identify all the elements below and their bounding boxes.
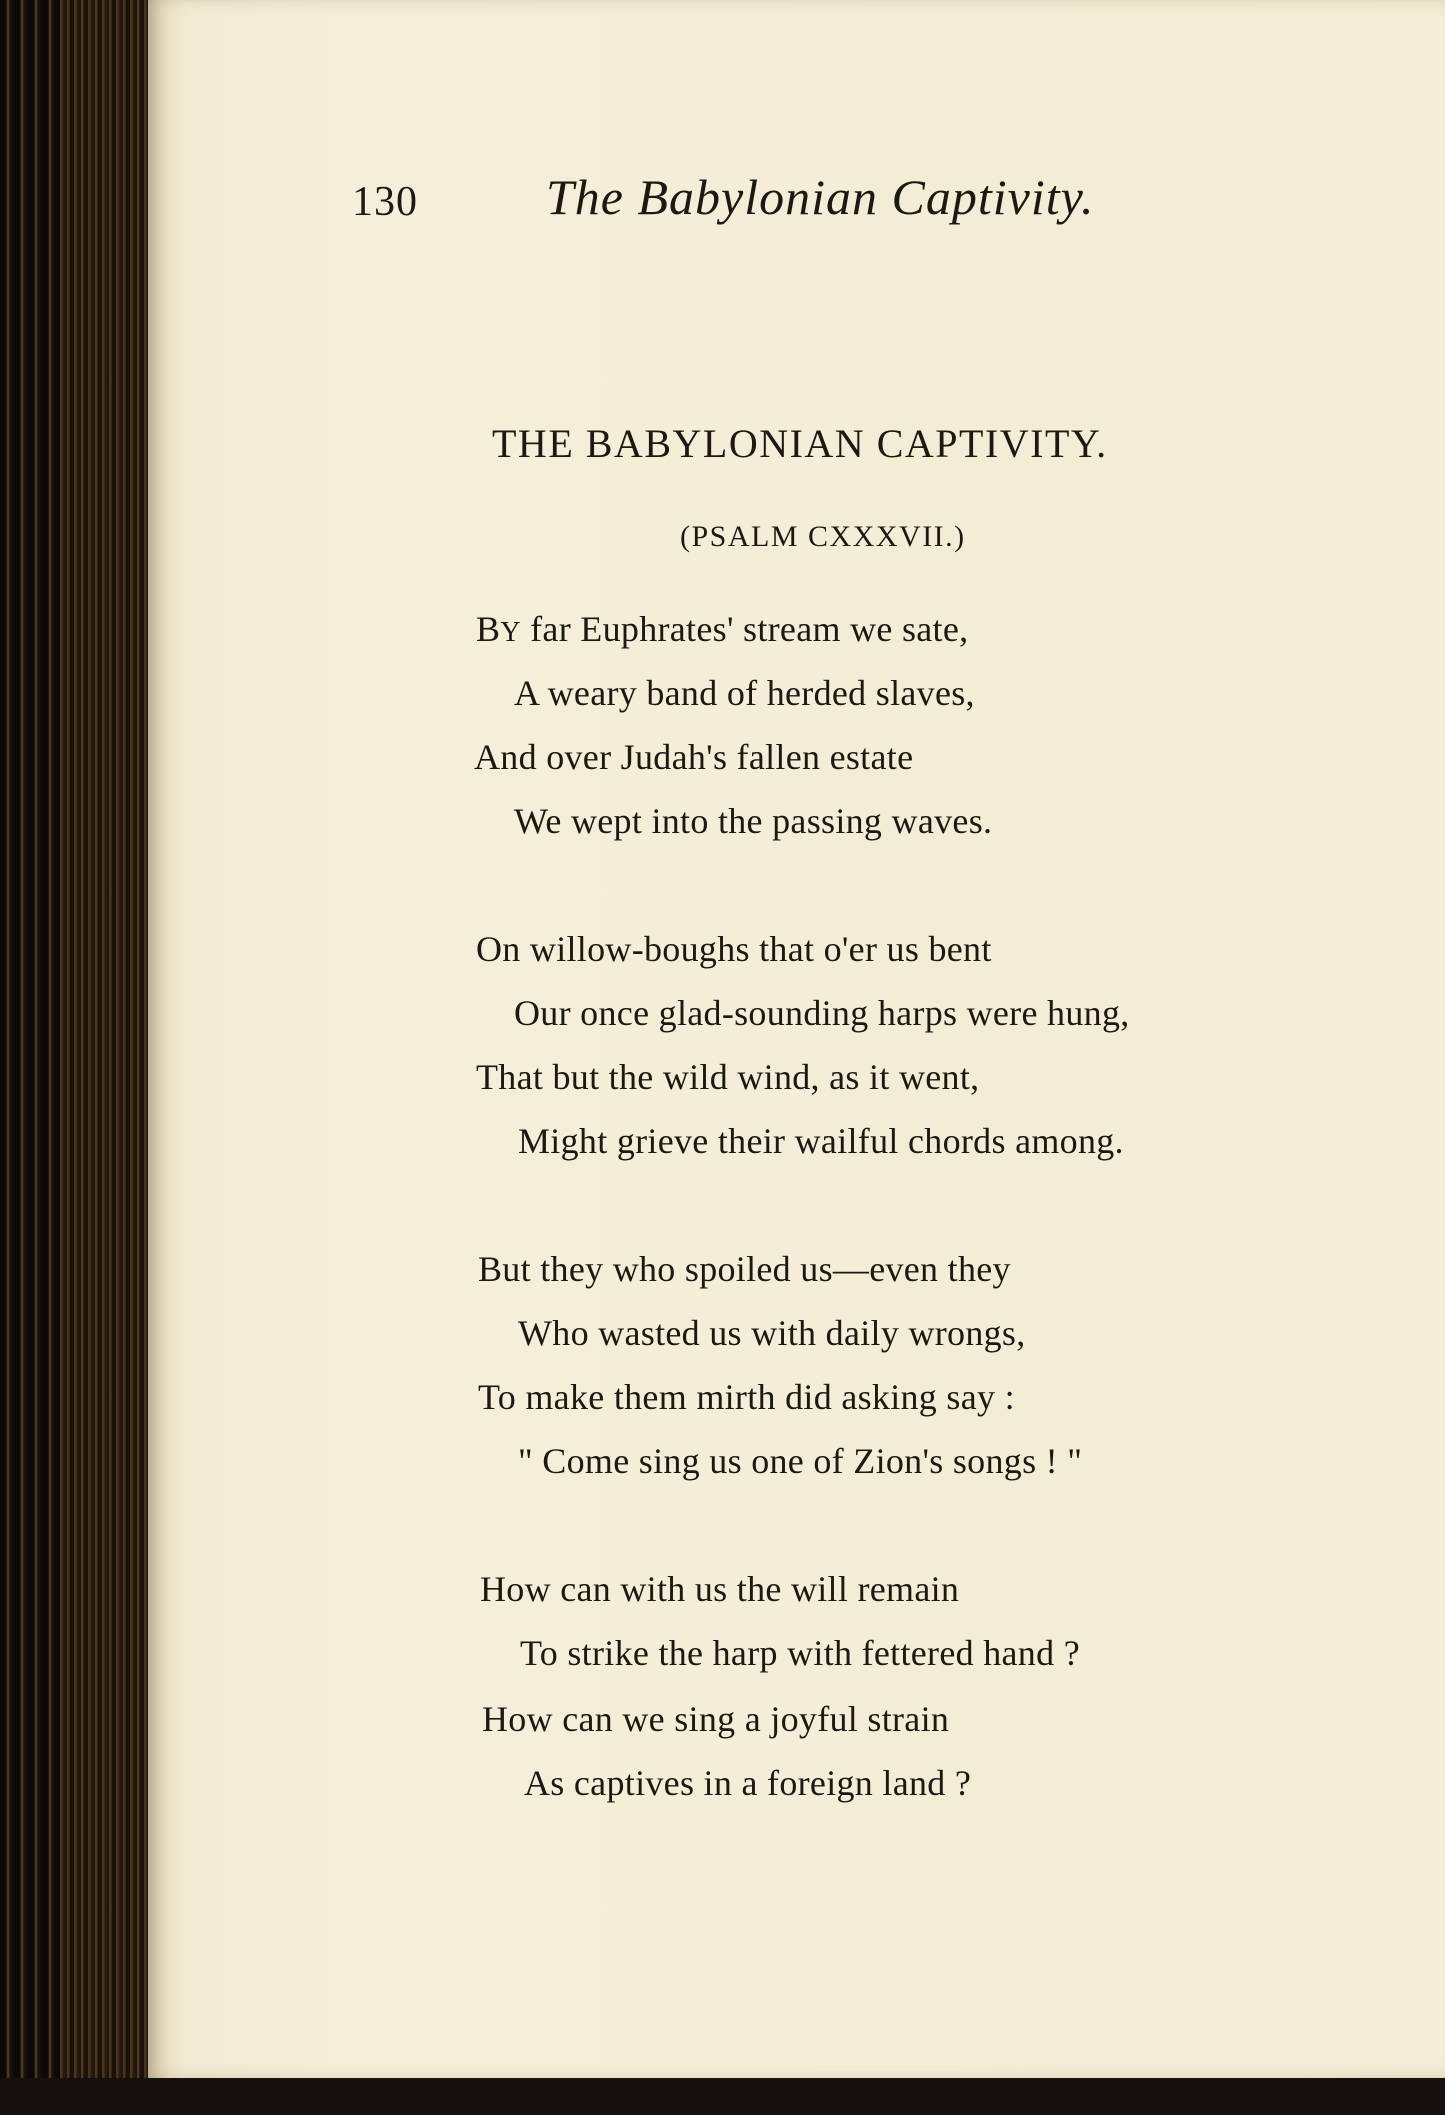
poem-line: [476, 608, 968, 650]
poem-line: We wept into the passing waves.: [514, 801, 993, 841]
poem-line: To strike the harp with fettered hand ?: [520, 1633, 1080, 1673]
poem-line: But they who spoiled us—even they: [478, 1249, 1011, 1289]
first-word-smallcaps: Y: [500, 617, 521, 648]
poem-title: THE BABYLONIAN CAPTIVITY.: [492, 421, 1108, 466]
poem-line: How can we sing a joyful strain: [482, 1699, 950, 1739]
poem-line: To make them mirth did asking say :: [478, 1377, 1015, 1417]
poem-line: How can with us the will remain: [480, 1569, 960, 1609]
poem-line: Who wasted us with daily wrongs,: [518, 1313, 1026, 1353]
poem-line: Might grieve their wailful chords among.: [518, 1121, 1124, 1161]
bottom-scan-edge: [0, 2078, 1445, 2115]
running-head: [352, 168, 1252, 228]
poem-line-text: far Euphrates' stream we sate,: [520, 609, 969, 649]
poem-line: A weary band of herded slaves,: [514, 673, 975, 713]
poem-line: On willow-boughs that o'er us bent: [476, 929, 992, 969]
poem-line: Our once glad-sounding harps were hung,: [514, 993, 1130, 1033]
poem-line: As captives in a foreign land ?: [524, 1763, 972, 1803]
poem-line: That but the wild wind, as it went,: [476, 1057, 980, 1097]
page-number: 130: [352, 179, 418, 225]
poem-line: " Come sing us one of Zion's songs ! ": [518, 1441, 1083, 1481]
running-title: The Babylonian Captivity.: [546, 169, 1095, 225]
book-page-edges: [0, 0, 160, 2115]
poem-subtitle: (PSALM CXXXVII.): [680, 520, 966, 553]
poem-line: And over Judah's fallen estate: [474, 737, 914, 777]
first-letter: B: [476, 609, 501, 649]
